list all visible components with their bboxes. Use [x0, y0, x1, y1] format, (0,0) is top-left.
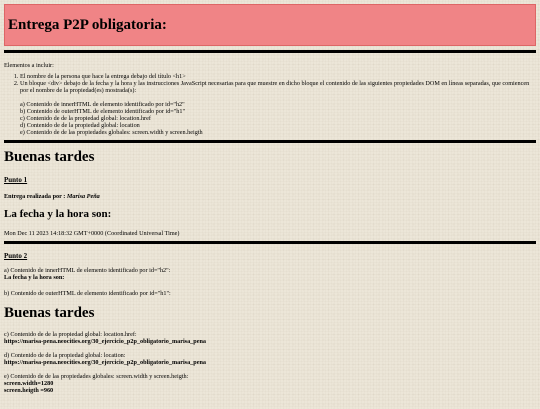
- requirement-item: 2. Un bloque <div> debajo de la fecha y la hora y las instrucciones JavaScript necesarias para que muestre en dicho bloque el contenido de las siguientes propiedades DOM en líneas separadas, que comiencen por el nombre de la propiedad(es) mostrada(s):: [20, 80, 536, 94]
- section-e-value-1: screen.width=1280: [4, 380, 54, 387]
- section-d-label: d) Contenido de de la propiedad global: location:: [4, 352, 126, 359]
- divider: [4, 140, 536, 143]
- property-item: a) Contenido de innerHTML de elemento identificado por id="h2": [20, 101, 185, 108]
- datetime-heading: La fecha y la hora son:: [4, 208, 112, 220]
- property-item: d) Contenido de de la propiedad global: location: [20, 122, 140, 129]
- property-item: e) Contenido de de las propiedades globales: screen.width y screen.heigth: [20, 129, 203, 136]
- section-e-value-2: screen.heigth =960: [4, 387, 54, 394]
- author-label: Entrega realizada por :: [4, 193, 66, 200]
- page-header: [4, 4, 536, 46]
- section-b-label: b) Contenido de outerHTML de elemento identificado por id="h1":: [4, 290, 171, 297]
- datetime-value: Mon Dec 11 2023 14:18:32 GMT+0000 (Coordinated Universal Time): [4, 230, 180, 237]
- section-d-value: https://marisa-pena.neocities.org/30_ejercicio_p2p_obligatorio_marisa_pena: [4, 359, 206, 366]
- author-name: Marisa Peña: [66, 193, 100, 200]
- section-a-value: La fecha y la hora son:: [4, 274, 65, 281]
- property-items: [20, 101, 536, 136]
- section-c: [4, 331, 536, 345]
- greeting-heading: Buenas tardes: [4, 149, 95, 165]
- section-b: [4, 290, 536, 297]
- section-a-label: a) Contenido de innerHTML de elemento identificado por id="h2":: [4, 267, 171, 274]
- section-e: [4, 373, 536, 394]
- section-a: [4, 267, 536, 281]
- section-e-label: e) Contenido de de las propiedades globales: screen.width y screen.heigth:: [4, 373, 189, 380]
- section-c-label: c) Contenido de de la propiedad global: location.href:: [4, 331, 137, 338]
- requirement-item: 1. El nombre de la persona que hace la entrega debajo del título <h1>: [20, 73, 536, 80]
- section-c-value: https://marisa-pena.neocities.org/30_ejercicio_p2p_obligatorio_marisa_pena: [4, 338, 206, 345]
- property-item: c) Contenido de de la propiedad global: location.href: [20, 115, 151, 122]
- author-line: [4, 193, 536, 200]
- property-item: b) Contenido de outerHTML de elemento identificado por id="h1": [20, 108, 186, 115]
- requirements-list: [4, 73, 536, 94]
- punto1-title: Punto 1: [4, 176, 28, 184]
- intro-label: Elementos a incluir:: [4, 62, 54, 69]
- greeting-heading-2: Buenas tardes: [4, 305, 95, 321]
- divider: [4, 241, 536, 244]
- page-title: Entrega P2P obligatoria:: [8, 16, 167, 33]
- section-d: [4, 352, 536, 366]
- punto2-title: Punto 2: [4, 252, 28, 260]
- divider: [4, 50, 536, 53]
